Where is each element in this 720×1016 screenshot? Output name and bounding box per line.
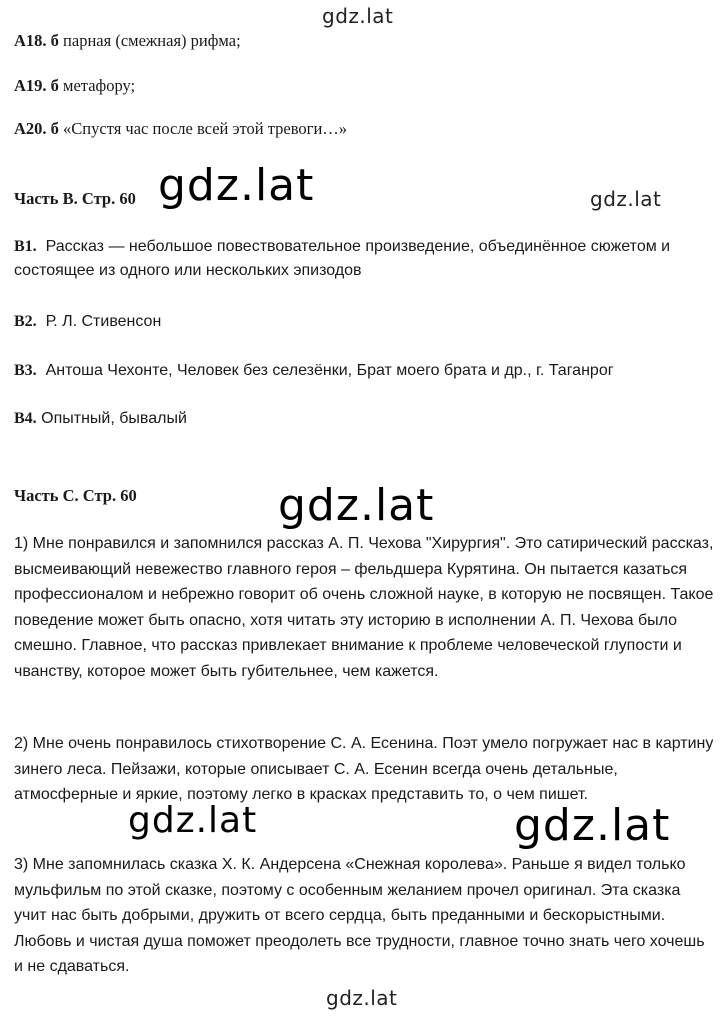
essay-paragraph-3: 3) Мне запомнилась сказка Х. К. Андерсена «Снежная королева». Раньше я видел только мульфильм по этой сказке, поэтому с особенным желанием прочел оригинал. Эта сказка учит нас быть добрыми, дружить от всего сердца, быть преданными и бескорыстными. Любовь и чистая душа поможет преодолеть все трудности, главное точно знать чего хочешь и не сдаваться.: [14, 856, 705, 975]
answer-b4: [14, 409, 187, 429]
answer-a18: [14, 31, 241, 51]
answer-text: «Спустя час после всей этой тревоги…»: [63, 119, 348, 138]
watermark-part-b-small: gdz.lat: [590, 187, 662, 211]
answer-b3: [14, 361, 614, 381]
answer-letter: б: [50, 31, 59, 50]
answer-b1-cont: [14, 261, 362, 281]
answer-number: В1.: [14, 238, 37, 255]
answer-number: В4.: [14, 410, 37, 427]
essay-paragraph-2: 2) Мне очень понравилось стихотворение С. А. Есенина. Поэт умело погружает нас в картину зинего леса. Пейзажи, которые описывает С. А. Есенин всегда очень детальные, атмосферные и яркие, поэтому легко в красках представить то, о чем пишет.: [14, 735, 714, 803]
answer-a19: [14, 76, 135, 96]
watermark-mid-left: gdz.lat: [128, 800, 258, 841]
answer-text: парная (смежная) рифма;: [63, 31, 241, 50]
answer-b1: [14, 237, 670, 257]
part-c-heading: Часть С. Стр. 60: [14, 486, 137, 505]
answer-text: Антоша Чехонте, Человек без селезёнки, Брат моего брата и др., г. Таганрог: [45, 362, 614, 379]
answer-text-line-1: Рассказ — небольшое повествовательное произведение, объединённое сюжетом и: [45, 238, 671, 255]
answer-number: A19.: [14, 76, 47, 95]
answer-b2: [14, 312, 161, 332]
watermark-part-b-big: gdz.lat: [158, 160, 315, 211]
answer-number: A18.: [14, 31, 47, 50]
answer-a20: [14, 119, 347, 139]
watermark-bottom: gdz.lat: [326, 986, 398, 1010]
part-b-heading: Часть В. Стр. 60: [14, 189, 136, 208]
answer-text: Опытный, бывалый: [41, 410, 187, 427]
essay-paragraph-1: 1) Мне понравился и запомнился рассказ А. П. Чехова "Хирургия". Это сатирический рассказ, высмеивающий невежество главного героя – фельдшера Курятина. Он пытается казаться профессионалом и небрежно говорит об очень сложной науке, в которую не посвящен. Такое поведение может быть опасно, хотя читать эту историю в исполнении А. П. Чехова было смешно. Главное, что рассказ привлекает внимание к проблеме человеческой глупости и чванству, которое может быть губительнее, чем кажется.: [14, 535, 714, 680]
watermark-mid-right: gdz.lat: [514, 800, 671, 851]
answer-text: метафору;: [63, 76, 136, 95]
answer-number: A20.: [14, 119, 47, 138]
answer-number: В3.: [14, 362, 37, 379]
answer-letter: б: [50, 76, 59, 95]
watermark-part-c-big: gdz.lat: [278, 480, 435, 531]
answer-text: Р. Л. Стивенсон: [45, 313, 162, 330]
answer-number: В2.: [14, 313, 37, 330]
watermark-top: gdz.lat: [322, 4, 394, 28]
answer-letter: б: [50, 119, 59, 138]
answer-text-line-2: состоящее из одного или нескольких эпизодов: [14, 262, 362, 279]
